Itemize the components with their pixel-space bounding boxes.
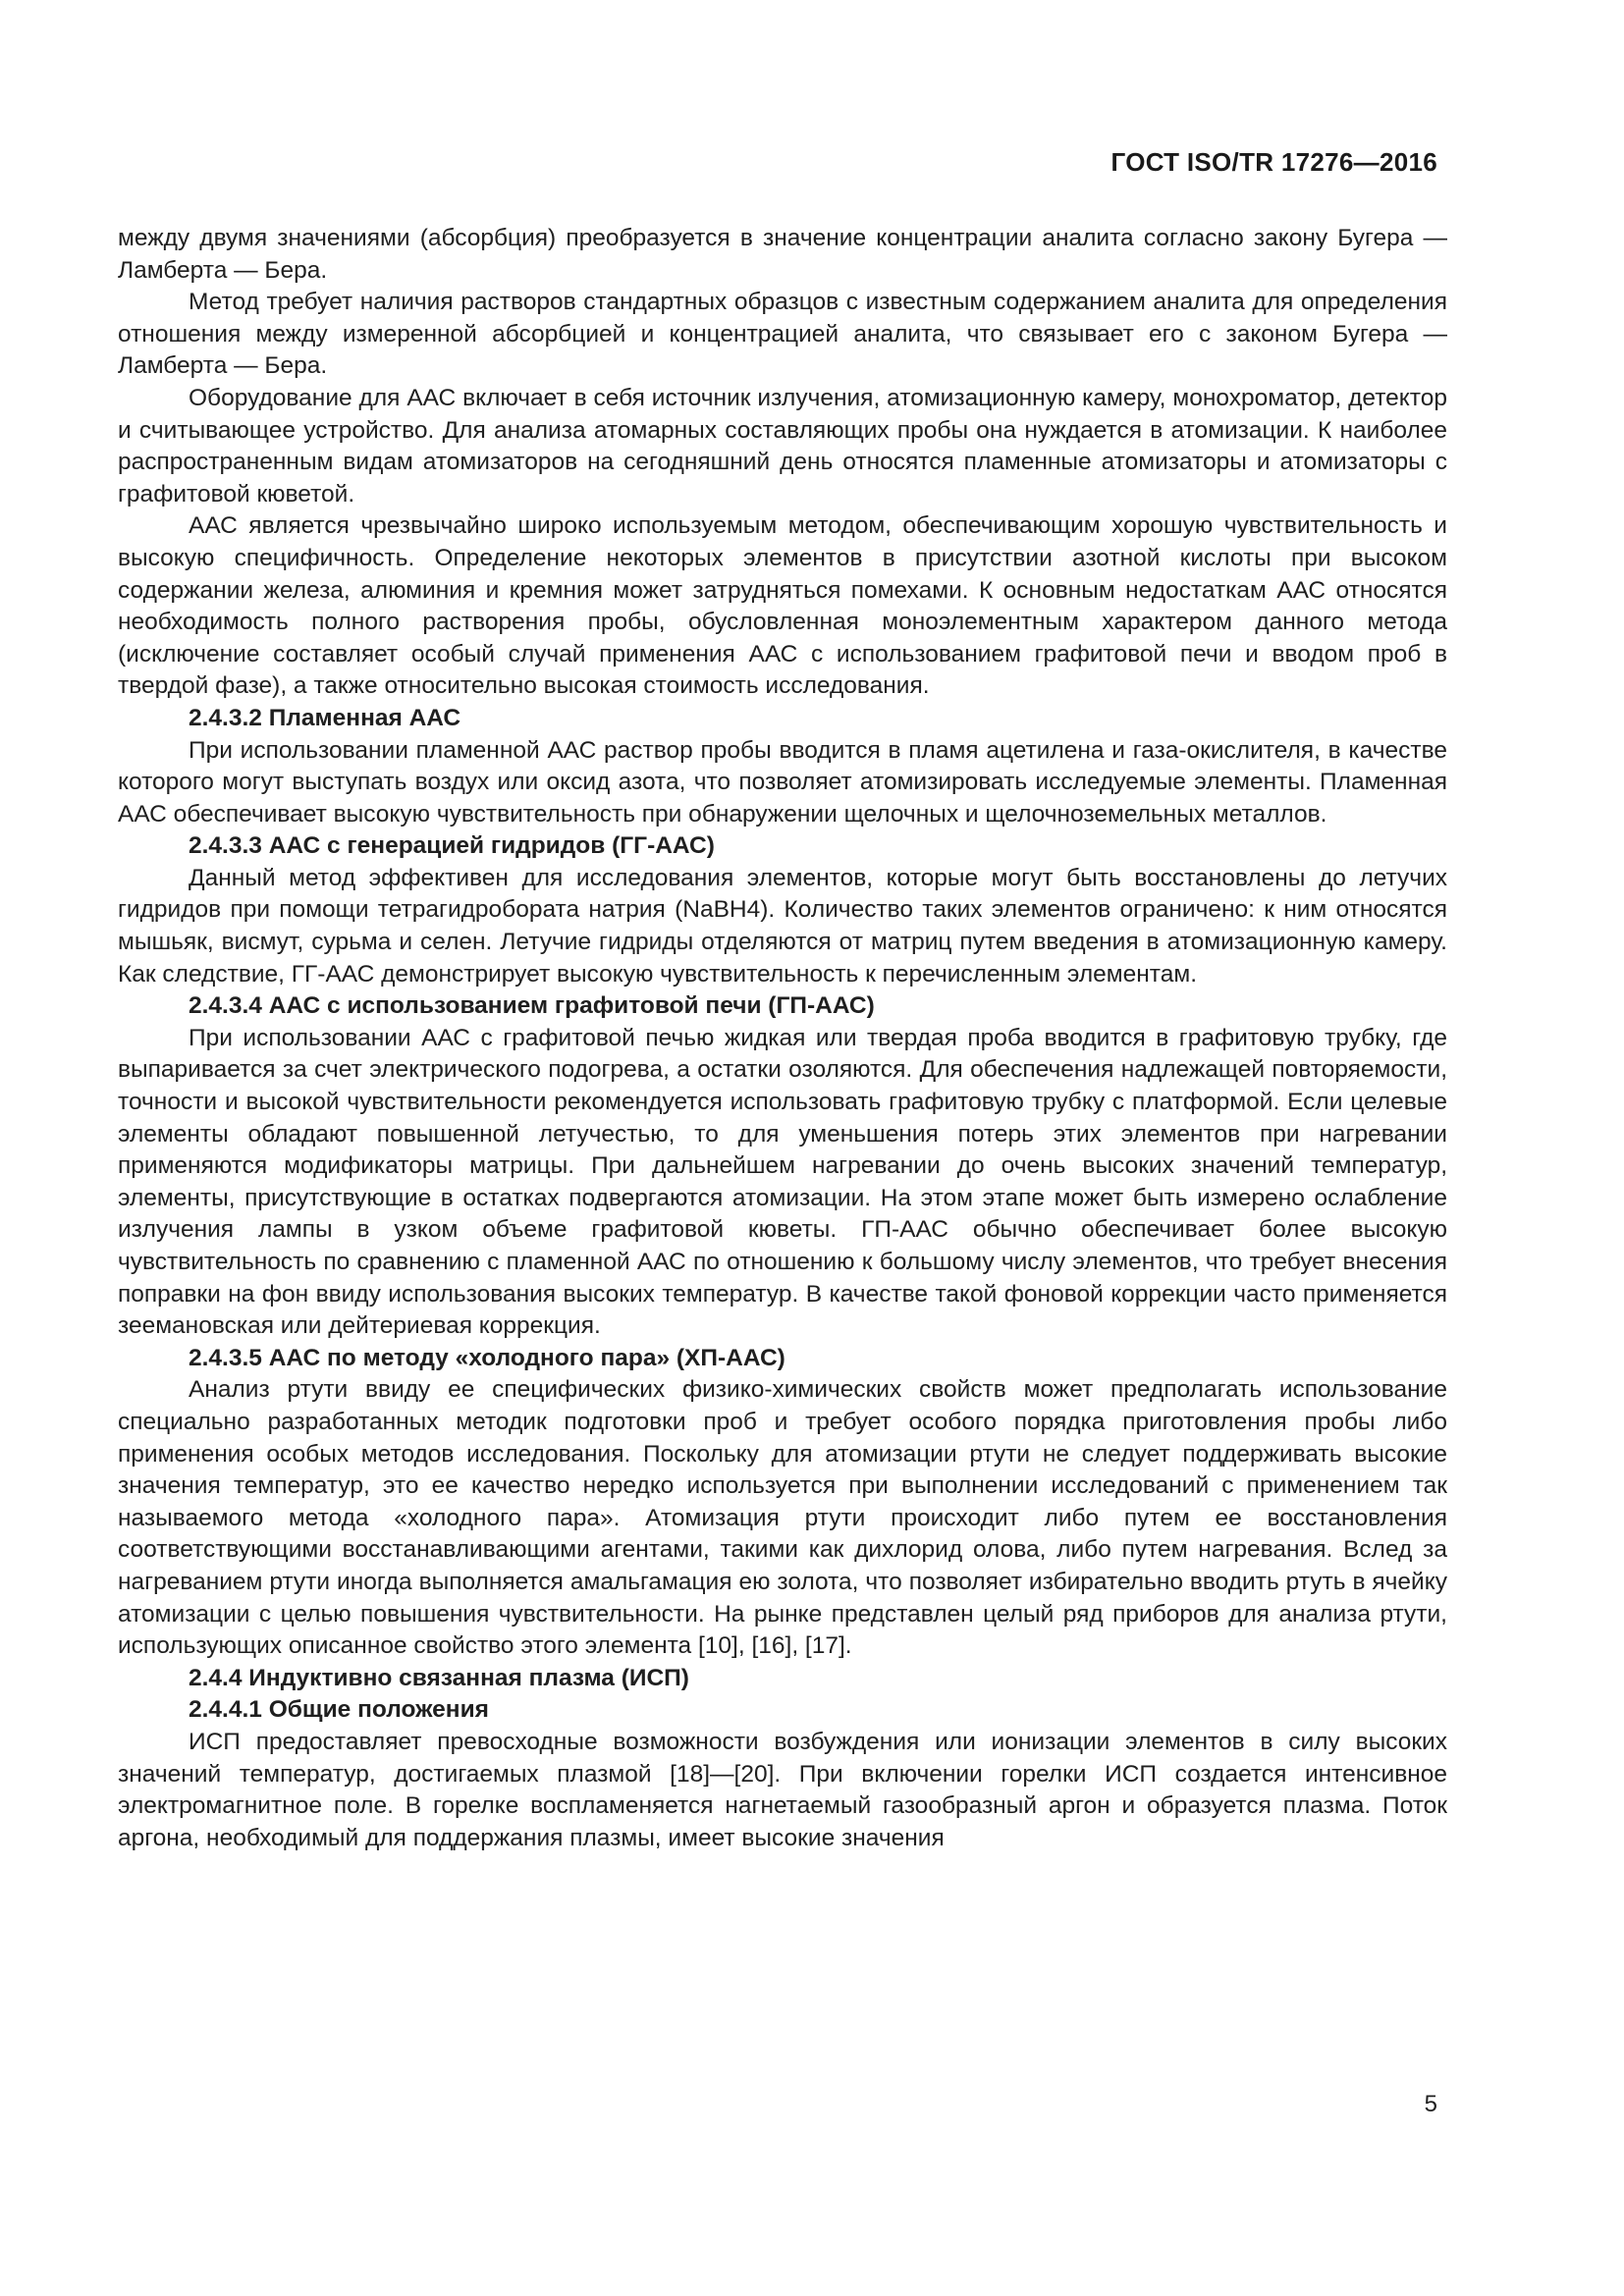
document-body: [118, 223, 1447, 1854]
paragraph-graphite-furnace-aas: При использовании ААС с графитовой печью жидкая или твердая проба вводится в графитовую трубку, где выпаривается за счет электрического подогрева, а остатки озоляются. Для обеспечения надлежащей повторяемости, точности и высокой чувствительности рекомендуется использовать графитовую трубку с платформой. Если целевые элементы обладают повышенной летучестью, то для уменьшения потерь этих элементов при нагревании применяются модификаторы матрицы. При дальнейшем нагревании до очень высоких значений температур, элементы, присутствующие в остатках подвергаются атомизации. На этом этапе может быть измерено ослабление излучения лампы в узком объеме графитовой кюветы. ГП-ААС обычно обеспечивает более высокую чувствительность по сравнению с пламенной ААС по отношению к большому числу элементов, что требует внесения поправки на фон ввиду использования высоких температур. В качестве такой фоновой коррекции часто применяется зеемановская или дейтериевая коррекция.: [118, 1024, 1447, 1340]
paragraph-aas-usage: ААС является чрезвычайно широко используемым методом, обеспечивающим хорошую чувствительность и высокую специфичность. Определение некоторых элементов в присутствии азотной кислоты при высоком содержании железа, алюминия и кремния может затрудняться помехами. К основным недостаткам ААС относятся необходимость полного растворения пробы, обусловленная моноэлементным характером данного метода (исключение составляет особый случай применения ААС с использованием графитовой печи и вводом проб в твердой фазе), а также относительно высокая стоимость исследования.: [118, 512, 1447, 700]
section-heading-hydride-aas: 2.4.3.3 ААС с генерацией гидридов (ГГ-ААС): [189, 832, 715, 860]
paragraph-icp-general: ИСП предоставляет превосходные возможности возбуждения или ионизации элементов в силу высоких значений температур, достигаемых плазмой [18]—[20]. При включении горелки ИСП создается интенсивное электромагнитное поле. В горелке воспламеняется нагнетаемый газообразный аргон и образуется плазма. Поток аргона, необходимый для поддержания плазмы, имеет высокие значения: [118, 1728, 1447, 1851]
section-heading-icp-general: 2.4.4.1 Общие положения: [189, 1696, 489, 1724]
paragraph-continuation: между двумя значениями (абсорбция) преобразуется в значение концентрации аналита согласно закону Бугера — Ламберта — Бера.: [118, 225, 1447, 284]
paragraph-method-standards: Метод требует наличия растворов стандартных образцов с известным содержанием аналита для определения отношения между измеренной абсорбцией и концентрацией аналита, что связывает его с законом Бугера — Ламберта — Бера.: [118, 289, 1447, 380]
paragraph-flame-aas: При использовании пламенной ААС раствор пробы вводится в пламя ацетилена и газа-окислителя, в качестве которого могут выступать воздух или оксид азота, что позволяет атомизировать исследуемые элементы. Пламенная ААС обеспечивает высокую чувствительность при обнаружении щелочных и щелочноземельных металлов.: [118, 736, 1447, 828]
standard-designation: ГОСТ ISO/TR 17276—2016: [1110, 147, 1437, 177]
page-number: 5: [1424, 2091, 1437, 2117]
section-heading-cold-vapour-aas: 2.4.3.5 ААС по методу «холодного пара» (ХП-ААС): [189, 1344, 785, 1371]
section-heading-flame-aas: 2.4.3.2 Пламенная ААС: [189, 704, 461, 731]
paragraph-cold-vapour-aas: Анализ ртути ввиду ее специфических физико-химических свойств может предполагать использование специально разработанных методик подготовки проб и требует особого порядка приготовления пробы либо применения особых методов исследования. Поскольку для атомизации ртути не следует поддерживать высокие значения температур, это ее качество нередко используется при выполнении исследований с применением так называемого метода «холодного пара». Атомизация ртути происходит либо путем ее восстановления соответствующими восстанавливающими агентами, такими как дихлорид олова, либо путем нагревания. Вслед за нагреванием ртути иногда выполняется амальгамация ею золота, что позволяет избирательно вводить ртуть в ячейку атомизации с целью повышения чувствительности. На рынке представлен целый ряд приборов для анализа ртути, использующих описанное свойство этого элемента [10], [16], [17].: [118, 1376, 1447, 1660]
section-heading-graphite-furnace-aas: 2.4.3.4 ААС с использованием графитовой печи (ГП-ААС): [189, 992, 875, 1020]
section-heading-icp: 2.4.4 Индуктивно связанная плазма (ИСП): [189, 1664, 689, 1691]
paragraph-equipment: Оборудование для ААС включает в себя источник излучения, атомизационную камеру, монохроматор, детектор и считывающее устройство. Для анализа атомарных составляющих пробы она нуждается в атомизации. К наиболее распространенным видам атомизаторов на сегодняшний день относятся пламенные атомизаторы и атомизаторы с графитовой кюветой.: [118, 384, 1447, 507]
paragraph-hydride-aas: Данный метод эффективен для исследования элементов, которые могут быть восстановлены до летучих гидридов при помощи тетрагидробората натрия (NaBH4). Количество таких элементов ограничено: к ним относятся мышьяк, висмут, сурьма и селен. Летучие гидриды отделяются от матриц путем введения в атомизационную камеру. Как следствие, ГГ-ААС демонстрирует высокую чувствительность к перечисленным элементам.: [118, 864, 1447, 988]
